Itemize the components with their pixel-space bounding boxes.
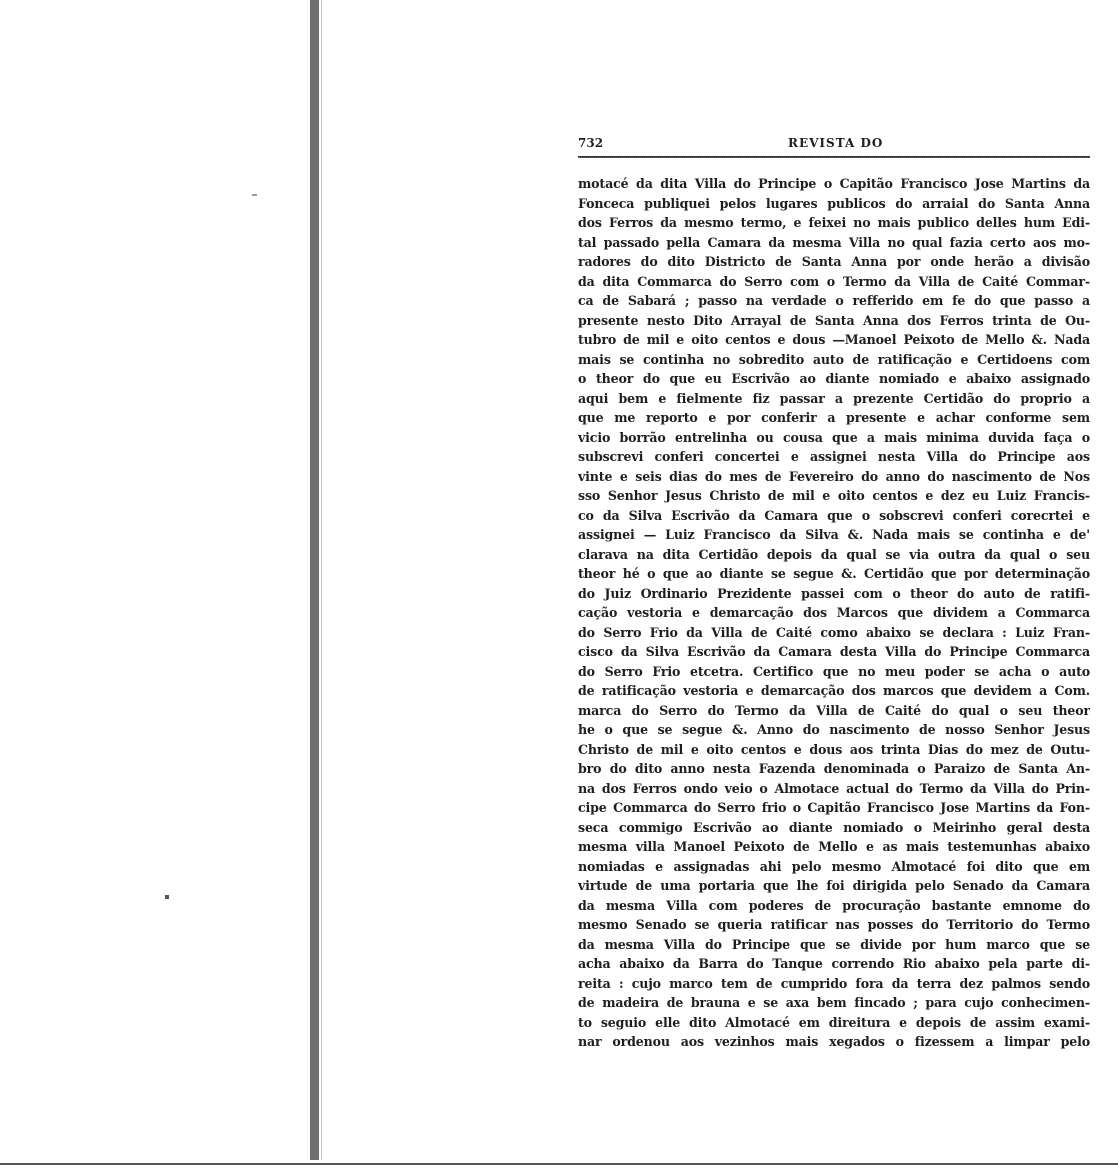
- text-line: de madeira de brauna e se axa bem fincado ; para cujo conhecimen-: [578, 995, 1090, 1010]
- text-line: marca do Serro do Termo da Villa de Caité do qual o seu theor: [578, 702, 1090, 718]
- text-line: radores do dito Districto de Santa Anna por onde herão a divisão: [578, 254, 1090, 269]
- text-line: presente nesto Dito Arrayal de Santa Anna dos Ferros trinta de Ou-: [578, 312, 1090, 328]
- text-line: mais se continha no sobredito auto de ratificação e Certidoens com: [578, 351, 1090, 367]
- text-line: Christo de mil e oito centos e dous aos trinta Dias do mez de Outu-: [578, 741, 1090, 757]
- text-line: ca de Sabará ; passo na verdade o refferido em fe do que passo a: [578, 293, 1090, 308]
- text-line: to seguio elle dito Almotacé em direitura e depois de assim exami-: [578, 1014, 1090, 1030]
- text-line: vinte e seis dias do mes de Fevereiro do anno do nascimento de Nos: [578, 468, 1090, 484]
- text-line: motacé da dita Villa do Principe o Capitão Francisco Jose Martins da: [578, 176, 1090, 191]
- text-line: mesma villa Manoel Peixoto de Mello e as mais testemunhas abaixo: [578, 839, 1090, 854]
- text-line: da mesma Villa do Principe que se divide por hum marco que se: [578, 936, 1090, 952]
- running-title: REVISTA DO: [788, 136, 884, 150]
- text-line: do Serro Frio etcetra. Certifico que no meu poder se acha o auto: [578, 663, 1090, 679]
- text-line: da dita Commarca do Serro com o Termo da Villa de Caité Commar-: [578, 273, 1090, 289]
- text-line: nar ordenou aos vezinhos mais xegados o fizessem a limpar pelo: [578, 1034, 1090, 1049]
- page-header: [578, 136, 1090, 154]
- text-line: acha abaixo da Barra do Tanque correndo Rio abaixo pela parte di-: [578, 956, 1090, 971]
- text-line: cação vestoria e demarcação dos Marcos que dividem a Commarca: [578, 605, 1090, 620]
- text-line: subscrevi conferi concertei e assignei nesta Villa do Principe aos: [578, 449, 1090, 464]
- text-line: tal passado pella Camara da mesma Villa no qual fazia certo aos mo-: [578, 234, 1090, 250]
- scan-speck: [165, 895, 169, 899]
- text-line: assignei — Luiz Francisco da Silva &. Nada mais se continha e de': [578, 527, 1090, 542]
- text-line: co da Silva Escrivão da Camara que o sobscrevi conferi corecrtei e: [578, 507, 1090, 523]
- text-line: seca commigo Escrivão ao diante nomiado o Meirinho geral desta: [578, 819, 1090, 835]
- scan-bottom-edge: [0, 1160, 1118, 1170]
- text-line: dos Ferros da mesmo termo, e feixei no mais publico delles hum Edi-: [578, 215, 1090, 230]
- text-line: de ratificação vestoria e demarcação dos marcos que devidem a Com.: [578, 683, 1090, 698]
- text-line: virtude de uma portaria que lhe foi dirigida pelo Senado da Camara: [578, 878, 1090, 893]
- text-line: do Juiz Ordinario Prezidente passei com o theor do auto de ratifi-: [578, 585, 1090, 601]
- text-line: o theor do que eu Escrivão ao diante nomiado e abaixo assignado: [578, 371, 1090, 386]
- book-page: [578, 136, 1090, 1052]
- gutter-edge-line: [321, 0, 322, 1170]
- text-line: tubro de mil e oito centos e dous —Manoel Peixoto de Mello &. Nada: [578, 332, 1090, 347]
- text-line: que me reporto e por conferir a presente e achar conforme sem: [578, 410, 1090, 425]
- book-gutter-shadow: [310, 0, 319, 1170]
- text-line: reita : cujo marco tem de cumprido fora da terra dez palmos sendo: [578, 975, 1090, 991]
- text-line: na dos Ferros ondo veio o Almotace actual do Termo da Villa do Prin-: [578, 780, 1090, 796]
- text-line: bro do dito anno nesta Fazenda denominada o Paraizo de Santa An-: [578, 761, 1090, 776]
- text-line: he o que se segue &. Anno do nascimento de nosso Senhor Jesus: [578, 722, 1090, 737]
- text-line: nomiadas e assignadas ahi pelo mesmo Almotacé foi dito que em: [578, 858, 1090, 874]
- page-number: 732: [578, 136, 604, 150]
- page-body-text: [578, 174, 1090, 1052]
- text-line: Fonceca publiquei pelos lugares publicos do arraial do Santa Anna: [578, 195, 1090, 211]
- text-line: cisco da Silva Escrivão da Camara desta Villa do Principe Commarca: [578, 644, 1090, 659]
- text-line: theor hé o que ao diante se segue &. Certidão que por determinação: [578, 566, 1090, 581]
- scan-speck: [252, 194, 257, 196]
- text-line: do Serro Frio da Villa de Caité como abaixo se declara : Luiz Fran-: [578, 624, 1090, 640]
- text-line: vicio borrão entrelinha ou cousa que a mais minima duvida faça o: [578, 429, 1090, 445]
- text-line: cipe Commarca do Serro frio o Capitão Francisco Jose Martins da Fon-: [578, 800, 1090, 815]
- text-line: aqui bem e fielmente fiz passar a prezente Certidão do proprio a: [578, 390, 1090, 406]
- text-line: sso Senhor Jesus Christo de mil e oito centos e dez eu Luiz Francis-: [578, 488, 1090, 503]
- header-rule: [578, 156, 1090, 158]
- text-line: da mesma Villa com poderes de procuração bastante emnome do: [578, 897, 1090, 913]
- text-line: clarava na dita Certidão depois da qual se via outra da qual o seu: [578, 546, 1090, 562]
- text-line: mesmo Senado se queria ratificar nas posses do Territorio do Termo: [578, 917, 1090, 932]
